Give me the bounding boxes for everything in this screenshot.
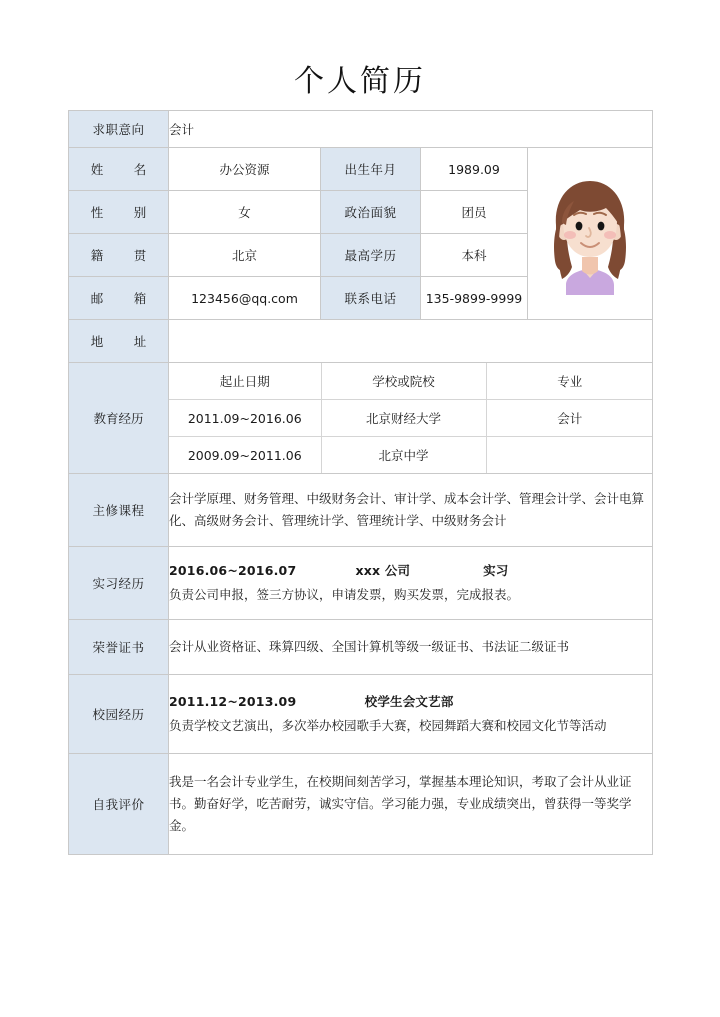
education-dates[interactable]: 2009.09~2011.06 — [169, 437, 321, 474]
label-hometown: 籍 贯 — [69, 234, 169, 277]
table-row-self-evaluation — [69, 754, 653, 855]
education-dates[interactable]: 2011.09~2016.06 — [169, 400, 321, 437]
photo-cell — [528, 148, 653, 320]
education-school[interactable]: 北京财经大学 — [321, 400, 486, 437]
education-subtable-cell — [169, 363, 653, 474]
education-row — [169, 437, 653, 474]
education-header-major: 专业 — [486, 363, 653, 400]
education-major[interactable] — [486, 437, 653, 474]
label-gender: 性 别 — [69, 191, 169, 234]
label-self-evaluation: 自我评价 — [69, 754, 169, 855]
table-row-name — [69, 148, 653, 191]
label-education: 教育经历 — [69, 363, 169, 474]
value-political-status[interactable]: 团员 — [421, 191, 528, 234]
label-job-intention: 求职意向 — [69, 111, 169, 148]
table-row-campus — [69, 675, 653, 754]
label-political-status: 政治面貌 — [321, 191, 421, 234]
label-phone: 联系电话 — [321, 277, 421, 320]
campus-heading: 2011.12~2013.09 校学生会文艺部 — [169, 693, 454, 709]
table-row-internship — [69, 547, 653, 620]
value-self-evaluation[interactable]: 我是一名会计专业学生，在校期间刻苦学习，掌握基本理论知识，考取了会计从业证书。勤奋好学，吃苦耐劳，诚实守信。学习能力强，专业成绩突出，曾获得一等奖学金。 — [169, 754, 653, 855]
value-campus[interactable] — [169, 675, 653, 754]
value-birth-date[interactable]: 1989.09 — [421, 148, 528, 191]
label-highest-education: 最高学历 — [321, 234, 421, 277]
label-honors: 荣誉证书 — [69, 620, 169, 675]
label-name: 姓 名 — [69, 148, 169, 191]
label-address: 地 址 — [69, 320, 169, 363]
education-table — [169, 363, 653, 473]
label-email: 邮 箱 — [69, 277, 169, 320]
value-name[interactable]: 办公资源 — [169, 148, 321, 191]
table-row-address — [69, 320, 653, 363]
label-internship: 实习经历 — [69, 547, 169, 620]
campus-body: 负责学校文艺演出，多次举办校园歌手大赛，校园舞蹈大赛和校园文化节等活动 — [169, 717, 607, 733]
value-email[interactable]: 123456@qq.com — [169, 277, 321, 320]
education-header-dates: 起止日期 — [169, 363, 321, 400]
value-hometown[interactable]: 北京 — [169, 234, 321, 277]
value-highest-education[interactable]: 本科 — [421, 234, 528, 277]
value-courses[interactable]: 会计学原理、财务管理、中级财务会计、审计学、成本会计学、管理会计学、会计电算化、高级财务会计、管理统计学、管理统计学、中级财务会计 — [169, 474, 653, 547]
value-phone[interactable]: 135-9899-9999 — [421, 277, 528, 320]
label-courses: 主修课程 — [69, 474, 169, 547]
value-job-intention[interactable]: 会计 — [169, 111, 653, 148]
female-avatar-icon — [536, 173, 644, 295]
education-header-school: 学校或院校 — [321, 363, 486, 400]
table-row-honors — [69, 620, 653, 675]
table-row-job-intention — [69, 111, 653, 148]
education-header-row — [169, 363, 653, 400]
value-internship[interactable] — [169, 547, 653, 620]
internship-body: 负责公司申报，签三方协议，申请发票，购买发票，完成报表。 — [169, 586, 520, 602]
value-address[interactable] — [169, 320, 653, 363]
education-school[interactable]: 北京中学 — [321, 437, 486, 474]
table-row-education — [69, 363, 653, 474]
internship-heading: 2016.06~2016.07 xxx 公司 实习 — [169, 562, 509, 578]
value-gender[interactable]: 女 — [169, 191, 321, 234]
education-row — [169, 400, 653, 437]
table-row-courses — [69, 474, 653, 547]
page-title: 个人简历 — [294, 64, 426, 99]
label-birth-date: 出生年月 — [321, 148, 421, 191]
label-campus: 校园经历 — [69, 675, 169, 754]
value-honors[interactable]: 会计从业资格证、珠算四级、全国计算机等级一级证书、书法证二级证书 — [169, 620, 653, 675]
education-major[interactable]: 会计 — [486, 400, 653, 437]
resume-table — [68, 110, 653, 855]
